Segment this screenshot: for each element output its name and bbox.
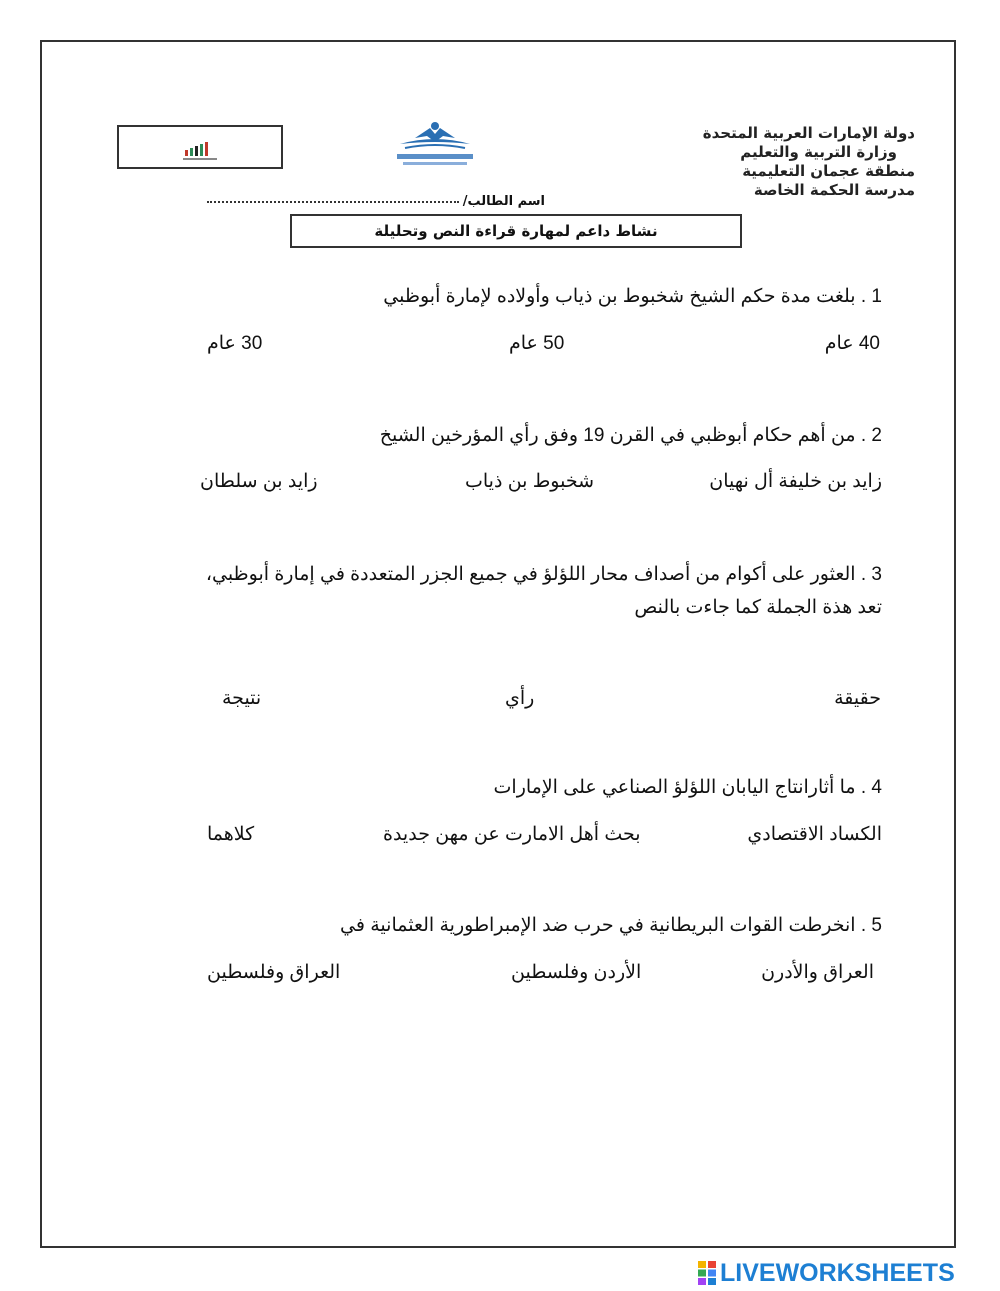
liveworksheets-logo xyxy=(698,1258,955,1287)
question-4-text: 4 . ما أثارانتاج اليابان اللؤلؤ الصناعي على الإمارات xyxy=(493,777,882,798)
header-line-zone: منطقة عجمان التعليمية xyxy=(742,162,915,180)
header-line-school: مدرسة الحكمة الخاصة xyxy=(753,181,915,199)
liveworksheets-icon xyxy=(698,1261,716,1285)
question-4-option-1[interactable]: الكساد الاقتصادي xyxy=(747,824,882,845)
student-name-label: اسم الطالب/ xyxy=(462,194,545,209)
uae-logo-box xyxy=(117,125,283,169)
question-4-option-3[interactable]: كلاهما xyxy=(207,824,255,845)
school-logo-icon xyxy=(385,120,485,172)
question-3-option-2[interactable]: رأي xyxy=(505,688,535,709)
question-5-option-2[interactable]: الأردن وفلسطين xyxy=(511,962,642,983)
question-1-text: 1 . بلغت مدة حكم الشيخ شخبوط بن ذياب وأولاده لإمارة أبوظبي xyxy=(383,286,882,307)
uae-logo-icon xyxy=(181,136,231,162)
question-1-option-1[interactable]: 40 عام xyxy=(824,333,880,354)
school-header xyxy=(703,124,915,200)
question-3-option-3[interactable]: نتيجة xyxy=(222,688,262,709)
activity-title: نشاط داعم لمهارة قراءة النص وتحليلة xyxy=(290,214,742,248)
header-line-country: دولة الإمارات العربية المتحدة xyxy=(702,124,915,142)
question-5-text: 5 . انخرطت القوات البريطانية في حرب ضد الإمبراطورية العثمانية في xyxy=(340,915,882,936)
question-2-option-2[interactable]: شخبوط بن ذياب xyxy=(465,471,595,492)
question-1-option-2[interactable]: 50 عام xyxy=(509,333,565,354)
question-2-option-1[interactable]: زايد بن خليفة أل نهيان xyxy=(709,471,882,492)
question-5-option-1[interactable]: العراق والأدرن xyxy=(761,962,874,983)
question-2-option-3[interactable]: زايد بن سلطان xyxy=(200,471,318,492)
liveworksheets-text: LIVEWORKSHEETS xyxy=(720,1258,955,1287)
question-1-option-3[interactable]: 30 عام xyxy=(207,333,263,354)
question-5-option-3[interactable]: العراق وفلسطين xyxy=(207,962,341,983)
question-2-text: 2 . من أهم حكام أبوظبي في القرن 19 وفق رأي المؤرخين الشيخ xyxy=(379,425,882,446)
student-name-line[interactable] xyxy=(207,201,459,203)
student-name-field[interactable] xyxy=(205,194,545,209)
question-4-option-2[interactable]: بحث أهل الامارت عن مهن جديدة xyxy=(383,824,641,845)
question-3-option-1[interactable]: حقيقة xyxy=(834,688,881,709)
header-line-ministry: وزارة التربية والتعليم xyxy=(740,143,897,161)
question-3-text: 3 . العثور على أكوام من أصداف محار اللؤلؤ في جميع الجزر المتعددة في إمارة أبوظبي، xyxy=(205,564,882,585)
question-3-text-line2: تعد هذة الجملة كما جاءت بالنص xyxy=(634,597,882,618)
